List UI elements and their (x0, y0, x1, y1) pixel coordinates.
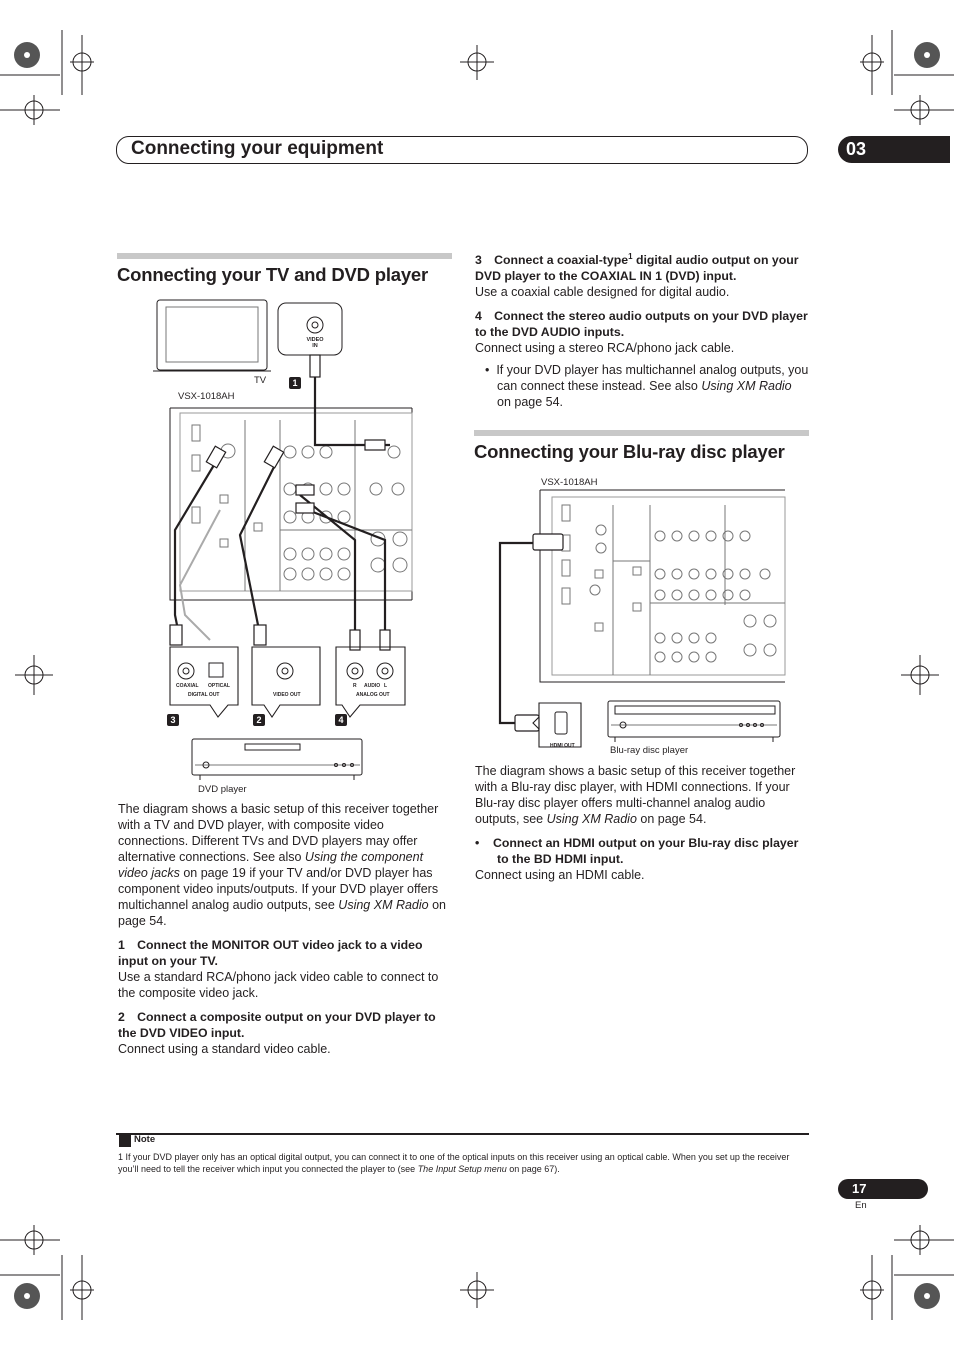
bluray-step-heading: • Connect an HDMI output on your Blu-ray disc player to the BD HDMI input. (475, 836, 799, 866)
video-in-label: VIDEO IN (306, 337, 324, 349)
dvd-player-label: DVD player (198, 784, 247, 795)
optical-label: OPTICAL (208, 683, 230, 689)
note-icon (119, 1135, 131, 1147)
step2-heading: 2 Connect a composite output on your DVD player to the DVD VIDEO input. (118, 1010, 436, 1040)
language-code: En (855, 1200, 867, 1211)
bluray-step-body: Connect using an HDMI cable. (475, 868, 645, 882)
step-badge-3: 3 (167, 714, 179, 726)
video-out-label: VIDEO OUT (273, 692, 301, 698)
section-rule (117, 253, 452, 259)
multichannel-bullet: • If your DVD player has multichannel analog outputs, you can connect these instead. See also Using XM Radio on page 54. (485, 363, 809, 410)
note-title: Note (134, 1134, 156, 1145)
analog-out-label: ANALOG OUT (356, 692, 390, 698)
step-badge-1: 1 (289, 377, 301, 389)
page-number: 17 (838, 1179, 928, 1199)
audio-l-label: L (384, 683, 388, 689)
step-badge-2: 2 (253, 714, 265, 726)
step4-body: Connect using a stereo RCA/phono jack cable. (475, 341, 735, 356)
receiver-model-label: VSX-1018AH (178, 391, 235, 402)
step3-body: Use a coaxial cable designed for digital audio. (475, 285, 730, 300)
bd-receiver-model-label: VSX-1018AH (541, 477, 598, 488)
header-title: Connecting your equipment (131, 138, 384, 159)
step4-heading: 4 Connect the stereo audio outputs on your DVD player to the DVD AUDIO inputs. (475, 309, 808, 340)
coaxial-label: COAXIAL (176, 683, 199, 689)
tv-dvd-diagram (150, 295, 420, 790)
note-footnote: 1 If your DVD player only has an optical digital output, you can connect it to one of the optical inputs on this receiver using an optical cable. When you set up the receiver you’ll need to tell the receiver which input you connected the player to (see The Input Setup menu on page 67). (118, 1152, 790, 1174)
section-rule-bluray (474, 430, 809, 436)
hdmi-out-label: HDMI OUT (550, 743, 575, 749)
step-badge-4: 4 (335, 714, 347, 726)
tv-label: TV (254, 375, 267, 386)
digital-out-label: DIGITAL OUT (188, 692, 220, 698)
step1-body: Use a standard RCA/phono jack video cable to connect to the composite video jack. (118, 970, 439, 1000)
tv-dvd-intro: The diagram shows a basic setup of this receiver together with a TV and DVD player, with composite video connections. Different TVs and DVD players may offer alternative connections. See also Using the component video jacks on page 19 if your TV and/or DVD player has component video inputs/outputs. If your DVD player offers multichannel analog audio outputs, see Using XM Radio on page 54. (118, 802, 447, 928)
step3-heading: 3 Connect a coaxial-type$^1$ digital audio output on your DVD player to the COAXIAL IN 1 (DVD) input. (475, 252, 799, 284)
chapter-number: 03 (838, 136, 950, 163)
bluray-text (475, 763, 809, 883)
step2-body: Connect using a standard video cable. (118, 1042, 331, 1056)
audio-r-label: R (353, 683, 357, 689)
step1-heading: 1 Connect the MONITOR OUT video jack to a video input on your TV. (118, 938, 423, 968)
right-text-column (475, 249, 809, 410)
bluray-intro: The diagram shows a basic setup of this receiver together with a Blu-ray disc player, with HDMI connections. If your Blu-ray disc player offers multi-channel analog audio outputs, see Using XM Radio on page 54. (475, 764, 796, 826)
bluray-player-label: Blu-ray disc player (610, 745, 689, 756)
note-rule (116, 1133, 809, 1135)
bluray-diagram (495, 485, 790, 760)
section-title-bluray: Connecting your Blu-ray disc player (474, 441, 785, 462)
left-text-column (118, 801, 453, 1057)
section-title-tv-dvd: Connecting your TV and DVD player (117, 264, 429, 285)
audio-label: AUDIO (364, 683, 381, 689)
